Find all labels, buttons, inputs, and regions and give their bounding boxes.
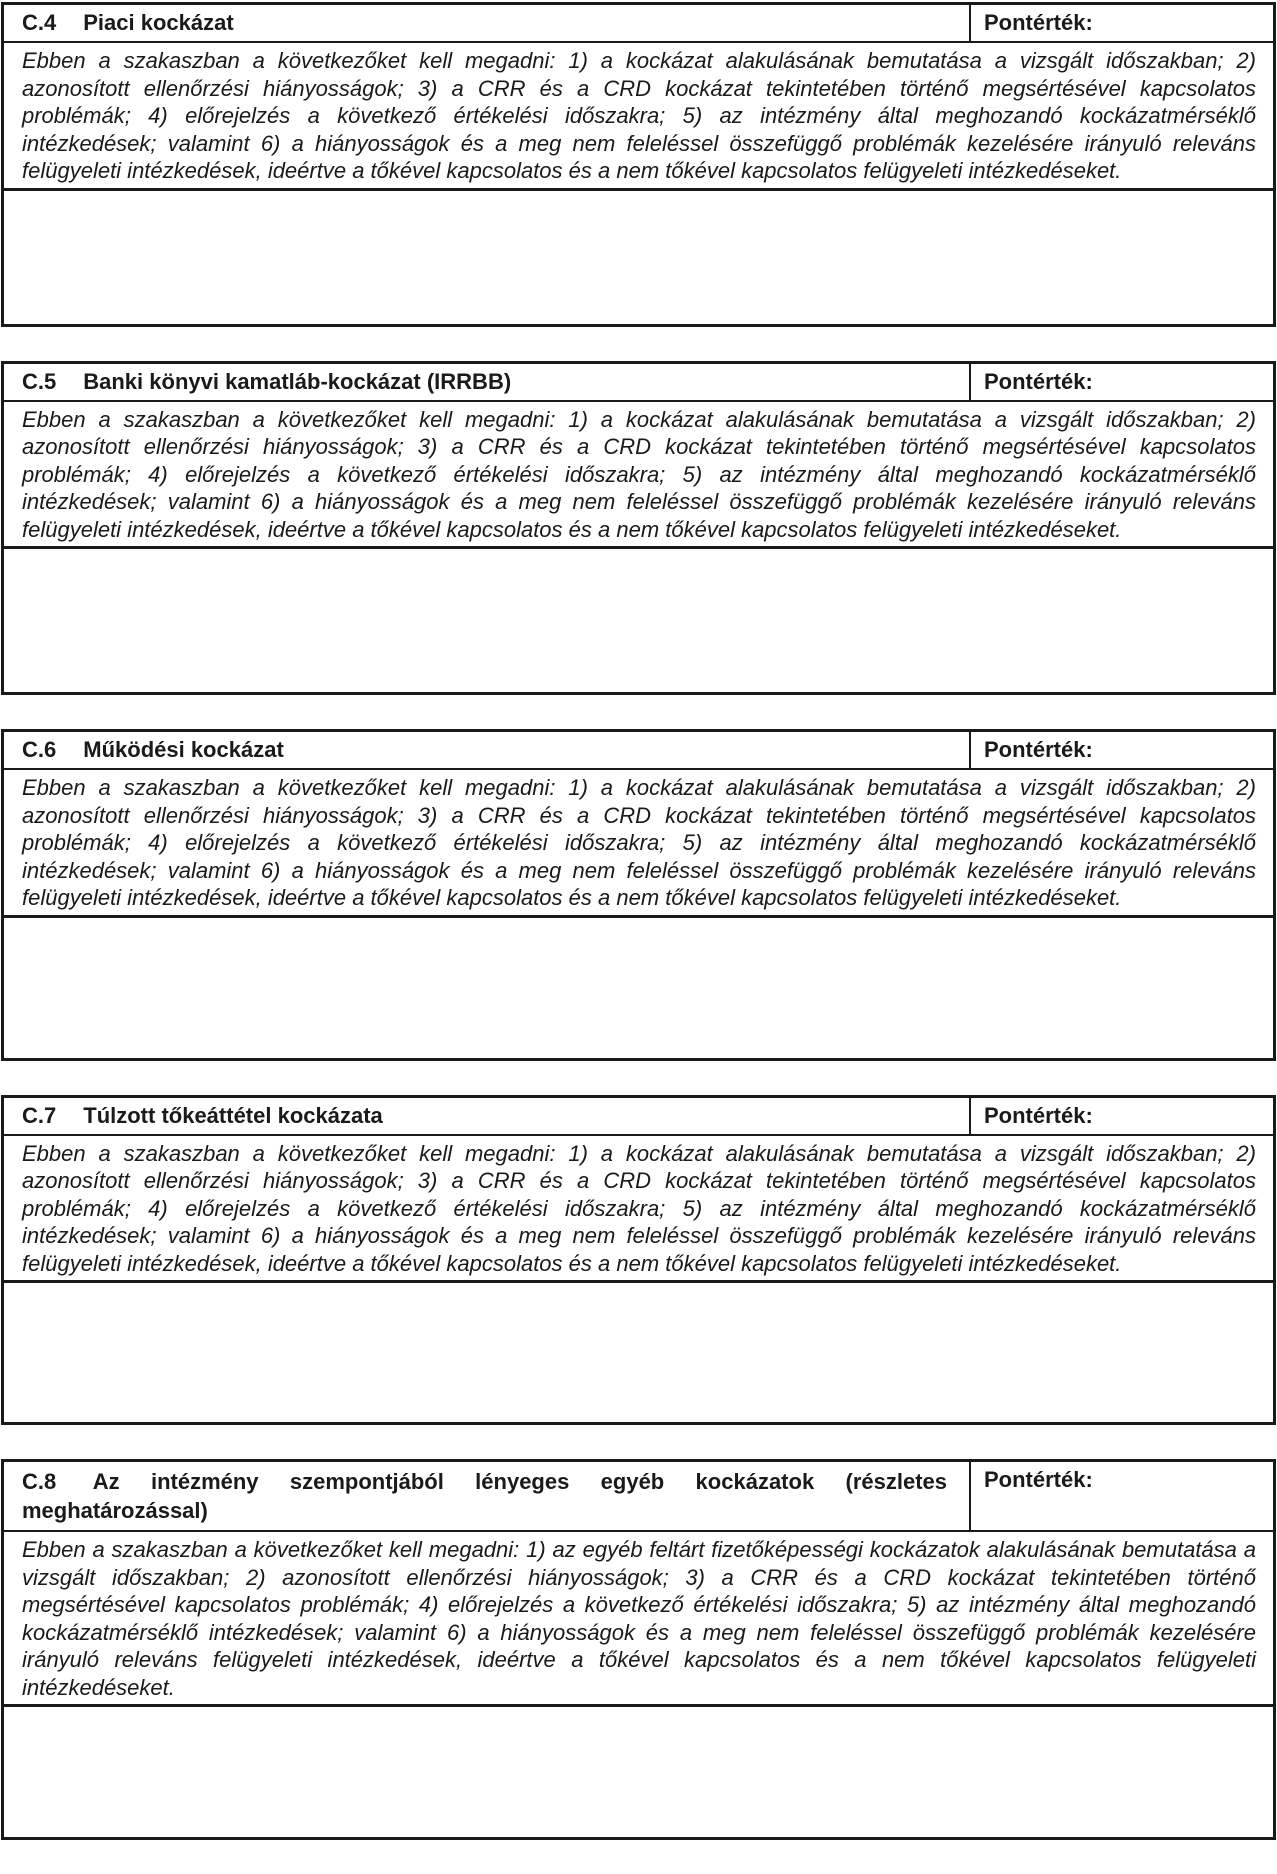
section-c4-answer-box bbox=[4, 191, 1273, 324]
section-c8-header-row bbox=[4, 1462, 1273, 1532]
section-c5 bbox=[1, 361, 1276, 696]
section-c6-header-row bbox=[4, 732, 1273, 770]
section-c4 bbox=[1, 2, 1276, 327]
section-c6-number: C.6 bbox=[22, 737, 57, 762]
section-c7-header-row bbox=[4, 1098, 1273, 1136]
section-c6-score-label: Pontérték: bbox=[984, 737, 1093, 762]
section-c5-title: Banki könyvi kamatláb-kockázat (IRRBB) bbox=[83, 368, 512, 394]
section-c4-score-label: Pontérték: bbox=[984, 10, 1093, 35]
section-c5-title-cell bbox=[4, 364, 971, 400]
section-c6-title-cell bbox=[4, 732, 971, 768]
section-c4-score-cell bbox=[971, 5, 1273, 41]
section-c7 bbox=[1, 1095, 1276, 1426]
section-c8-score-cell bbox=[971, 1462, 1273, 1530]
section-c8-number: C.8 bbox=[22, 1469, 57, 1494]
section-c7-score-label: Pontérték: bbox=[984, 1102, 1093, 1128]
section-c5-header-row bbox=[4, 364, 1273, 402]
section-c6-description: Ebben a szakaszban a következőket kell megadni: 1) a kockázat alakulásának bemutatása a vizsgált időszakban; 2) azonosított ellenőrzési hiányosságok; 3) a CRR és a CRD kockázat tekintetében történő megsértésével kapcsolatos problémák; 4) előrejelzés a következő értékelési időszakra; 5) az intézmény által meghozandó kockázatmérséklő intézkedések; valamint 6) a hiányosságok és a meg nem feleléssel összefüggő problémák kezelésére irányuló releváns felügyeleti intézkedések, ideértve a tőkével kapcsolatos és a nem tőkével kapcsolatos felügyeleti intézkedéseket. bbox=[4, 770, 1273, 918]
section-c5-answer-box bbox=[4, 549, 1273, 692]
section-c8-score-label: Pontérték: bbox=[984, 1467, 1093, 1492]
section-c7-score-cell bbox=[971, 1098, 1273, 1134]
section-c4-title: Piaci kockázat bbox=[83, 10, 234, 35]
section-c4-number: C.4 bbox=[22, 10, 57, 35]
section-c5-number: C.5 bbox=[22, 368, 57, 394]
section-c6-score-cell bbox=[971, 732, 1273, 768]
section-c6-answer-box bbox=[4, 918, 1273, 1058]
section-c7-answer-box bbox=[4, 1283, 1273, 1422]
section-c7-title: Túlzott tőkeáttétel kockázata bbox=[83, 1102, 383, 1128]
section-c5-score-cell bbox=[971, 364, 1273, 400]
section-c6 bbox=[1, 729, 1276, 1061]
section-c6-title: Működési kockázat bbox=[83, 737, 284, 762]
section-c8-answer-box bbox=[4, 1707, 1273, 1837]
section-c5-score-label: Pontérték: bbox=[984, 368, 1093, 394]
section-c7-description: Ebben a szakaszban a következőket kell megadni: 1) a kockázat alakulásának bemutatása a vizsgált időszakban; 2) azonosított ellenőrzési hiányosságok; 3) a CRR és a CRD kockázat tekintetében történő megsértésével kapcsolatos problémák; 4) előrejelzés a következő értékelési időszakra; 5) az intézmény által meghozandó kockázatmérséklő intézkedések; valamint 6) a hiányosságok és a meg nem feleléssel összefüggő problémák kezelésére irányuló releváns felügyeleti intézkedések, ideértve a tőkével kapcsolatos és a nem tőkével kapcsolatos felügyeleti intézkedéseket. bbox=[4, 1136, 1273, 1284]
section-c4-title-cell bbox=[4, 5, 971, 41]
section-c7-number: C.7 bbox=[22, 1102, 57, 1128]
section-c7-title-cell bbox=[4, 1098, 971, 1134]
section-c4-header-row bbox=[4, 5, 1273, 43]
section-c8-title-cell bbox=[4, 1462, 971, 1530]
section-c8-description: Ebben a szakaszban a következőket kell megadni: 1) az egyéb feltárt fizetőképességi kockázatok alakulásának bemutatása a vizsgált időszakban; 2) azonosított ellenőrzési hiányosságok; 3) a CRR és a CRD kockázat tekintetében történő megsértésével kapcsolatos problémák; 4) előrejelzés a következő értékelési időszakra; 5) az intézmény által meghozandó kockázatmérséklő intézkedések; valamint 6) a hiányosságok és a meg nem feleléssel összefüggő problémák kezelésére irányuló releváns felügyeleti intézkedések, ideértve a tőkével kapcsolatos és a nem tőkével kapcsolatos felügyeleti intézkedéseket. bbox=[4, 1532, 1273, 1707]
section-c4-description: Ebben a szakaszban a következőket kell megadni: 1) a kockázat alakulásának bemutatása a vizsgált időszakban; 2) azonosított ellenőrzési hiányosságok; 3) a CRR és a CRD kockázat tekintetében történő megsértésével kapcsolatos problémák; 4) előrejelzés a következő értékelési időszakra; 5) az intézmény által meghozandó kockázatmérséklő intézkedések; valamint 6) a hiányosságok és a meg nem feleléssel összefüggő problémák kezelésére irányuló releváns felügyeleti intézkedések, ideértve a tőkével kapcsolatos és a nem tőkével kapcsolatos felügyeleti intézkedéseket. bbox=[4, 43, 1273, 191]
section-c8 bbox=[1, 1459, 1276, 1840]
section-c8-title: Az intézmény szempontjából lényeges egyéb kockázatok (részletes meghatározással) bbox=[22, 1469, 947, 1523]
section-c5-description: Ebben a szakaszban a következőket kell megadni: 1) a kockázat alakulásának bemutatása a vizsgált időszakban; 2) azonosított ellenőrzési hiányosságok; 3) a CRR és a CRD kockázat tekintetében történő megsértésével kapcsolatos problémák; 4) előrejelzés a következő értékelési időszakra; 5) az intézmény által meghozandó kockázatmérséklő intézkedések; valamint 6) a hiányosságok és a meg nem feleléssel összefüggő problémák kezelésére irányuló releváns felügyeleti intézkedések, ideértve a tőkével kapcsolatos és a nem tőkével kapcsolatos felügyeleti intézkedéseket. bbox=[4, 402, 1273, 550]
